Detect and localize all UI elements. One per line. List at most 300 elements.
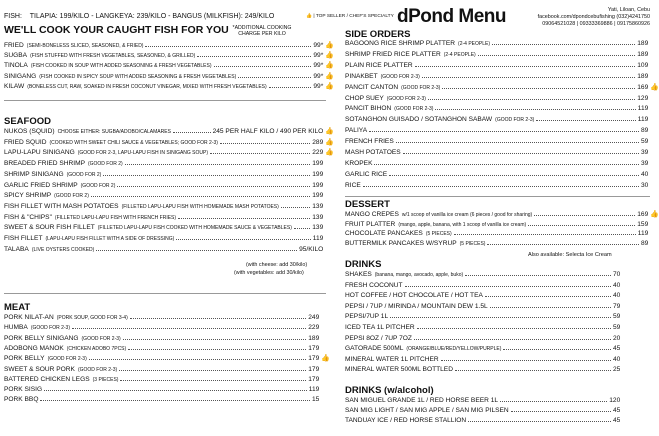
leader-dots bbox=[500, 401, 607, 402]
leader-dots bbox=[145, 46, 311, 47]
meat-item-name: HUMBA bbox=[4, 324, 28, 332]
seafood-item-description: (GOOD FOR 2) bbox=[80, 182, 116, 189]
meat-item-description: (CHICKEN ADOBO 7PCS) bbox=[66, 345, 127, 352]
seafood-note-vegetables: (with vegetables: add 30/kilo) bbox=[234, 270, 304, 276]
seafood-item-row bbox=[4, 159, 334, 168]
side-order-item-name: MASH POTATOES bbox=[345, 149, 401, 156]
seafood-item-description: (LAPU-LAPU FISH FILLET WITH A SIDE OF DRESSING) bbox=[45, 236, 175, 242]
drink-item-price: 45 bbox=[612, 345, 621, 353]
side-order-item-name: PLAIN RICE PLATTER bbox=[345, 61, 413, 69]
brand-title: dPond Menu bbox=[397, 6, 506, 27]
seafood-item-price: 139 bbox=[312, 224, 324, 232]
leader-dots bbox=[197, 56, 311, 57]
cook-item-price: 99* bbox=[313, 42, 324, 49]
meat-item-name: PORK NILAT-AN bbox=[4, 314, 54, 321]
meat-item-name: PORK BELLY SINIGANG bbox=[4, 334, 79, 342]
seafood-item-name: TALABA bbox=[4, 245, 29, 253]
side-order-item-description: (2-4 PEOPLE) bbox=[443, 51, 476, 58]
drink-item-name: MINERAL WATER 1L PITCHER bbox=[345, 355, 439, 363]
leader-dots bbox=[528, 225, 635, 226]
drink-item-description: (banana, mango, avocado, apple, buko) bbox=[374, 272, 464, 278]
seafood-item-row bbox=[4, 234, 334, 243]
drink-item-name: MINERAL WATER 500ML BOTTLED bbox=[345, 366, 453, 374]
drink-item-description: (ORANGE/BLUE/RED/YELLOW/PURPLE) bbox=[406, 346, 502, 353]
cook-item-description: (FISH COOKED IN SOUP WITH ADDED SEASONING & FRESH VEGETABLES) bbox=[30, 63, 212, 70]
alcohol-item-price: 45 bbox=[612, 407, 621, 415]
dessert-item-name: MANGO CREPES bbox=[345, 211, 399, 218]
meat-item-row bbox=[4, 334, 330, 343]
seafood-item-description: CHOOSE EITHER: SUGBA/ADOBO/CALAMARES bbox=[57, 129, 171, 135]
seafood-item-name: SHRIMP SINIGANG bbox=[4, 170, 64, 178]
drink-item-name: SHAKES bbox=[345, 271, 372, 278]
seafood-note-cheese: (with cheese: add 30/kilo) bbox=[246, 262, 308, 268]
alcohol-item-name: SAN MIGUEL GRANDE 1L / RED HORSE BEER 1L bbox=[345, 397, 499, 404]
left-divider-2 bbox=[4, 293, 326, 294]
side-order-item-description: (GOOD FOR 2-3) bbox=[394, 106, 434, 113]
leader-dots bbox=[534, 215, 635, 216]
dessert-item-row bbox=[345, 229, 659, 238]
seafood-item-description: (LIVE OYSTERS COOKED) bbox=[31, 246, 95, 253]
drink-item-row bbox=[345, 334, 631, 343]
seafood-item-price: 199 bbox=[312, 170, 324, 178]
drink-item-row bbox=[345, 344, 631, 353]
leader-dots bbox=[487, 244, 638, 245]
dessert-item-description: (5 PIECES) bbox=[425, 231, 452, 238]
seafood-item-name: FISH FILLET WITH MASH POTATOES bbox=[4, 202, 119, 210]
drink-item-price: 20 bbox=[612, 334, 621, 342]
contact-block bbox=[520, 7, 650, 28]
side-order-item-row bbox=[345, 137, 659, 146]
leader-dots bbox=[294, 228, 310, 229]
leader-dots bbox=[125, 164, 311, 165]
seafood-item-name: LAPU-LAPU SINIGANG bbox=[4, 149, 75, 157]
leader-dots bbox=[396, 142, 639, 143]
side-order-item-price: 39 bbox=[640, 149, 649, 156]
drink-item-row bbox=[345, 291, 631, 300]
meat-item-description: (GOOD FOR 2-3) bbox=[81, 335, 121, 342]
leader-dots bbox=[414, 339, 611, 340]
side-order-item-price: 189 bbox=[637, 50, 649, 58]
thumbs-up-icon: 👍 bbox=[325, 149, 334, 157]
leader-dots bbox=[403, 153, 639, 154]
leader-dots bbox=[454, 234, 636, 235]
meat-item-name: ADOBONG MANOK bbox=[4, 344, 64, 352]
seafood-item-description: (GOOD FOR 2) bbox=[66, 171, 102, 178]
drink-item-price: 70 bbox=[612, 271, 621, 278]
seafood-item-description: (FILLETED LAPU-LAPU FISH WITH FRENCH FRIES) bbox=[54, 214, 177, 221]
leader-dots bbox=[123, 339, 307, 340]
leader-dots bbox=[103, 175, 310, 176]
side-order-item-description: (GOOD FOR 2-3) bbox=[380, 73, 420, 80]
seafood-item-price: 245 PER HALF KILO / 490 PER KILO bbox=[212, 128, 324, 135]
seafood-item-price: 139 bbox=[312, 202, 324, 210]
cook-item-name: SUGBA bbox=[4, 52, 28, 60]
leader-dots bbox=[91, 196, 310, 197]
seafood-item-description: (GOOD FOR 2-3, LAPU-LAPU FISH IN SINIGANG SOUP) bbox=[77, 150, 209, 157]
drink-item-name: GATORADE 500ML bbox=[345, 345, 404, 353]
seafood-item-price: 139 bbox=[312, 213, 324, 221]
meat-item-price: 179 bbox=[308, 344, 320, 352]
meat-item-description: (GOOD FOR 2-3) bbox=[77, 366, 118, 373]
dessert-item-price: 159 bbox=[637, 220, 649, 228]
drink-item-row bbox=[345, 302, 631, 311]
leader-dots bbox=[428, 99, 635, 100]
seafood-item-description: (GOOD FOR 2) bbox=[87, 161, 123, 168]
alcohol-item-price: 120 bbox=[609, 397, 621, 404]
side-order-item-row bbox=[345, 39, 659, 48]
meat-item-row bbox=[4, 375, 330, 384]
side-order-item-name: BAGOONG RICE SHRIMP PLATTER bbox=[345, 40, 456, 47]
seafood-item-price: 119 bbox=[312, 235, 324, 242]
dessert-item-description: w/1 scoop of vanilla ice cream (6 pieces / good for sharing) bbox=[401, 212, 533, 218]
drink-item-name: PEPSI / 7UP / MIRINDA / MOUNTAIN DEW 1.5L bbox=[345, 302, 488, 310]
cook-item-description: (SEMI-BONELESS SLICED, SEASONED, & FRIED) bbox=[26, 43, 144, 49]
side-order-item-name: SHRIMP FRIED RICE PLATTER bbox=[345, 50, 441, 58]
dessert-item-price: 169 bbox=[637, 211, 649, 218]
meat-item-price: 189 bbox=[308, 334, 320, 342]
side-order-item-name: KROPEK bbox=[345, 159, 373, 167]
side-order-item-name: RICE bbox=[345, 181, 361, 189]
leader-dots bbox=[96, 250, 297, 251]
drink-item-price: 59 bbox=[612, 313, 621, 321]
seafood-item-row bbox=[4, 127, 334, 136]
leader-dots bbox=[120, 380, 306, 381]
side-order-item-price: 30 bbox=[640, 181, 649, 189]
leader-dots bbox=[363, 186, 639, 187]
side-order-item-price: 39 bbox=[640, 159, 649, 167]
side-order-item-row bbox=[345, 159, 659, 168]
side-order-item-row bbox=[345, 170, 659, 179]
seafood-item-row bbox=[4, 138, 334, 147]
seafood-item-row bbox=[4, 223, 334, 232]
side-order-item-price: 119 bbox=[637, 116, 649, 124]
side-order-item-price: 59 bbox=[640, 138, 649, 146]
dessert-item-name: FRUIT PLATTER bbox=[345, 220, 396, 228]
cook-item-row bbox=[4, 51, 334, 60]
meat-item-description: (GOOD FOR 2-3) bbox=[30, 325, 70, 332]
thumbs-up-icon: 👍 bbox=[321, 355, 330, 363]
meat-item-price: 179 bbox=[308, 375, 320, 383]
leader-dots bbox=[468, 421, 611, 422]
leader-dots bbox=[465, 275, 611, 276]
meat-item-description: (3 PIECES) bbox=[92, 376, 119, 383]
side-order-item-price: 89 bbox=[640, 127, 649, 135]
cook-item-row bbox=[4, 82, 334, 91]
dessert-item-price: 119 bbox=[637, 230, 649, 238]
meat-item-row bbox=[4, 313, 330, 322]
meat-item-price: 229 bbox=[308, 324, 320, 332]
drink-item-price: 79 bbox=[612, 302, 621, 310]
side-order-item-description: (2-4 PEOPLE) bbox=[458, 41, 491, 47]
leader-dots bbox=[389, 175, 639, 176]
side-order-item-price: 189 bbox=[637, 72, 649, 80]
seafood-item-row bbox=[4, 213, 334, 222]
seafood-item-row bbox=[4, 148, 334, 157]
side-order-item-row bbox=[345, 148, 659, 157]
seafood-item-price: 95/KILO bbox=[299, 245, 324, 253]
drink-item-name: PEPSI/7UP 1L bbox=[345, 313, 389, 321]
cook-item-name: KILAW bbox=[4, 82, 25, 90]
side-order-item-name: CHOP SUEY bbox=[345, 94, 384, 102]
fish-prices-line bbox=[4, 13, 274, 20]
side-order-item-row bbox=[345, 115, 659, 124]
meat-item-name: PORK SISIG bbox=[4, 386, 43, 394]
address: Yati, Liloan, Cebu bbox=[607, 7, 650, 13]
facebook: facebook.com/dpondcebufishing (032)4241750 bbox=[537, 14, 650, 20]
seafood-item-row bbox=[4, 245, 334, 254]
leader-dots bbox=[511, 411, 611, 412]
seafood-item-row bbox=[4, 191, 334, 200]
thumbs-up-icon: 👍 bbox=[650, 211, 659, 218]
leader-dots bbox=[417, 328, 611, 329]
meat-item-row bbox=[4, 395, 330, 404]
dessert-title: DESSERT bbox=[345, 199, 390, 210]
seafood-item-price: 289 bbox=[312, 138, 324, 146]
cook-item-name: FRIED bbox=[4, 42, 24, 49]
seafood-item-description: (COOKED WITH SWEET CHILI SAUCE & VEGETABLES; GOOD FOR 2-3) bbox=[49, 139, 218, 146]
meat-item-price: 249 bbox=[308, 314, 320, 321]
leader-dots bbox=[173, 132, 211, 133]
seafood-item-name: FISH FILLET bbox=[4, 235, 43, 242]
meat-item-row bbox=[4, 385, 330, 394]
leader-dots bbox=[390, 317, 611, 318]
leader-dots bbox=[176, 239, 310, 240]
leader-dots bbox=[281, 207, 310, 208]
top-seller-legend: 👍 | TOP SELLER / CHEF'S SPECIALTY bbox=[306, 14, 394, 19]
thumbs-up-icon: 👍 bbox=[325, 82, 334, 90]
cook-item-name: TINOLA bbox=[4, 62, 28, 70]
thumbs-up-icon: 👍 bbox=[325, 52, 334, 60]
cook-item-price: 99* bbox=[313, 62, 324, 70]
cook-item-description: (FISH STUFFED WITH FRESH VEGETABLES, SEASONED, & GRILLED) bbox=[30, 53, 196, 60]
cook-item-price: 99* bbox=[313, 72, 324, 80]
right-divider-1 bbox=[345, 196, 650, 197]
leader-dots bbox=[536, 120, 635, 121]
drinks-title: DRINKS bbox=[345, 259, 382, 270]
leader-dots bbox=[72, 328, 306, 329]
leader-dots bbox=[269, 87, 312, 88]
leader-dots bbox=[435, 109, 635, 110]
alcohol-item-price: 45 bbox=[612, 417, 621, 425]
seafood-item-price: 199 bbox=[312, 181, 324, 189]
side-order-item-name: SOTANGHON GUISADO / SOTANGHON SABAW bbox=[345, 116, 493, 124]
alcohol-item-name: TANDUAY ICE / RED HORSE STALLION bbox=[345, 417, 467, 425]
meat-item-name: PORK BELLY bbox=[4, 355, 45, 363]
left-divider-1 bbox=[4, 100, 326, 101]
side-order-item-row bbox=[345, 61, 659, 70]
leader-dots bbox=[492, 44, 635, 45]
leader-dots bbox=[369, 131, 639, 132]
dessert-item-row bbox=[345, 210, 659, 219]
side-order-item-price: 129 bbox=[637, 94, 649, 102]
side-order-item-row bbox=[345, 72, 659, 81]
dessert-also-available: Also available: Selecta Ice Cream bbox=[528, 252, 612, 258]
meat-title: MEAT bbox=[4, 302, 31, 313]
cook-item-row bbox=[4, 72, 334, 81]
dessert-item-name: BUTTERMILK PANCAKES W/SYRUP bbox=[345, 239, 457, 247]
dessert-item-price: 89 bbox=[640, 239, 649, 247]
meat-item-row bbox=[4, 344, 330, 353]
thumbs-up-icon: 👍 bbox=[650, 83, 659, 91]
side-orders-title: SIDE ORDERS bbox=[345, 29, 411, 40]
seafood-item-row bbox=[4, 202, 334, 211]
drink-item-row bbox=[345, 270, 631, 279]
seafood-item-name: FRIED SQUID bbox=[4, 138, 47, 146]
seafood-item-name: SWEET & SOUR FISH FILLET bbox=[4, 224, 95, 232]
leader-dots bbox=[478, 55, 636, 56]
alcohol-item-name: SAN MIG LIGHT / SAN MIG APPLE / SAN MIG PILSEN bbox=[345, 407, 509, 415]
leader-dots bbox=[405, 286, 611, 287]
side-order-item-row bbox=[345, 83, 659, 92]
fish-label: FISH: bbox=[4, 13, 22, 20]
drink-item-row bbox=[345, 355, 631, 364]
meat-item-description: (GOOD FOR 2-3) bbox=[47, 356, 87, 363]
side-order-item-name: PALIYA bbox=[345, 127, 368, 135]
meat-item-row bbox=[4, 323, 330, 332]
drink-item-name: HOT COFFEE / HOT CHOCOLATE / HOT TEA bbox=[345, 292, 483, 300]
leader-dots bbox=[422, 77, 635, 78]
cooking-note: *ADDITIONAL COOKING CHARGE PER KILO bbox=[232, 25, 292, 37]
cook-item-row bbox=[4, 41, 334, 50]
side-order-item-row bbox=[345, 126, 659, 135]
phones: 09064521028 | 09333369886 | 09175860926 bbox=[542, 21, 650, 27]
seafood-item-row bbox=[4, 181, 334, 190]
thumbs-up-icon: 👍 bbox=[325, 138, 334, 146]
cook-item-description: (BONELESS CUT, RAW, SOAKED IN FRESH COCONUT VINEGAR, MIXED WITH FRESH VEGETABLES) bbox=[27, 83, 267, 90]
thumbs-up-icon: 👍 bbox=[325, 128, 334, 135]
drink-item-row bbox=[345, 312, 631, 321]
leader-dots bbox=[130, 318, 307, 319]
thumbs-up-icon: 👍 bbox=[325, 42, 334, 49]
side-order-item-name: PINAKBET bbox=[345, 72, 378, 80]
seafood-item-description: (FILLETED LAPU-LAPU FISH WITH HOMEMADE MASH POTATOES) bbox=[121, 203, 279, 210]
seafood-item-name: FISH & "CHIPS" bbox=[4, 213, 52, 221]
seafood-item-price: 229 bbox=[312, 149, 324, 157]
leader-dots bbox=[441, 360, 611, 361]
meat-item-name: SWEET & SOUR PORK bbox=[4, 365, 75, 373]
alcohol-item-row bbox=[345, 416, 631, 425]
seafood-item-description: (FILLETED LAPU-LAPU FISH COOKED WITH HOMEMADE SAUCE & VEGETABLES) bbox=[97, 225, 292, 232]
meat-item-row bbox=[4, 354, 330, 363]
leader-dots bbox=[128, 349, 306, 350]
leader-dots bbox=[210, 153, 310, 154]
side-order-item-price: 119 bbox=[637, 105, 649, 113]
side-order-item-row bbox=[345, 94, 659, 103]
dessert-item-description: (mango, apple, banana, with 1 scoop of vanilla ice cream) bbox=[398, 221, 527, 228]
side-order-item-row bbox=[345, 181, 659, 190]
dessert-item-name: CHOCOLATE PANCAKES bbox=[345, 230, 423, 238]
seafood-item-row bbox=[4, 170, 334, 179]
leader-dots bbox=[178, 218, 310, 219]
leader-dots bbox=[220, 143, 310, 144]
cook-title: WE'LL COOK YOUR CAUGHT FISH FOR YOU bbox=[4, 24, 229, 36]
side-order-item-description: (GOOD FOR 2-3) bbox=[495, 117, 535, 124]
fish-prices: TILAPIA: 199/KILO - LANGKEYA: 239/KILO - BANGUS (MILKFISH): 249/KILO bbox=[29, 13, 275, 20]
meat-item-row bbox=[4, 365, 330, 374]
dessert-item-row bbox=[345, 239, 659, 248]
cook-item-description: (FISH COOKED IN SPICY SOUP WITH ADDED SEASONING & FRESH VEGETABLES) bbox=[39, 73, 237, 80]
seafood-item-name: NUKOS (SQUID) bbox=[4, 128, 55, 135]
side-order-item-price: 169 bbox=[637, 83, 649, 91]
dessert-item-description: (5 PIECES) bbox=[459, 240, 486, 247]
drink-item-price: 40 bbox=[612, 281, 621, 289]
seafood-item-name: SPICY SHRIMP bbox=[4, 192, 52, 200]
leader-dots bbox=[374, 164, 638, 165]
leader-dots bbox=[490, 307, 611, 308]
meat-item-name: PORK BBQ bbox=[4, 396, 39, 404]
side-order-item-price: 109 bbox=[637, 61, 649, 69]
leader-dots bbox=[40, 400, 309, 401]
alcohol-title: DRINKS (w/alcohol) bbox=[345, 385, 434, 396]
thumbs-up-icon: 👍 bbox=[306, 14, 312, 19]
leader-dots bbox=[238, 77, 311, 78]
meat-item-price: 119 bbox=[308, 386, 320, 394]
cook-item-name: SINIGANG bbox=[4, 72, 37, 80]
leader-dots bbox=[214, 66, 312, 67]
drink-item-price: 40 bbox=[612, 292, 621, 300]
drink-item-price: 25 bbox=[612, 366, 621, 374]
alcohol-item-row bbox=[345, 396, 631, 405]
thumbs-up-icon: 👍 bbox=[325, 72, 334, 80]
seafood-item-description: (GOOD FOR 2) bbox=[54, 193, 89, 200]
meat-item-price: 179 bbox=[308, 355, 320, 363]
leader-dots bbox=[442, 88, 635, 89]
side-order-item-description: (GOOD FOR 2-3) bbox=[401, 84, 441, 91]
leader-dots bbox=[455, 370, 611, 371]
drink-item-price: 59 bbox=[612, 324, 621, 331]
seafood-item-name: GARLIC FRIED SHRIMP bbox=[4, 181, 78, 189]
dessert-item-row bbox=[345, 220, 659, 229]
leader-dots bbox=[117, 186, 310, 187]
cook-item-price: 99* bbox=[313, 52, 324, 60]
leader-dots bbox=[119, 370, 306, 371]
side-order-item-name: FRENCH FRIES bbox=[345, 138, 394, 146]
side-order-item-description: (GOOD FOR 2-3) bbox=[386, 95, 426, 102]
leader-dots bbox=[415, 66, 636, 67]
cook-item-price: 99* bbox=[313, 82, 324, 90]
leader-dots bbox=[503, 349, 611, 350]
leader-dots bbox=[89, 359, 307, 360]
alcohol-item-row bbox=[345, 406, 631, 415]
meat-item-description: (PORK SOUP, GOOD FOR 3-4) bbox=[56, 315, 128, 321]
drink-item-row bbox=[345, 323, 631, 332]
drink-item-row bbox=[345, 365, 631, 374]
meat-item-price: 179 bbox=[308, 365, 320, 373]
seafood-item-price: 199 bbox=[312, 192, 324, 200]
seafood-item-name: BREADED FRIED SHRIMP bbox=[4, 160, 85, 168]
side-order-item-price: 40 bbox=[640, 170, 649, 178]
meat-item-price: 15 bbox=[311, 396, 320, 404]
leader-dots bbox=[485, 296, 611, 297]
side-order-item-name: GARLIC RICE bbox=[345, 170, 388, 178]
side-order-item-name: PANCIT BIHON bbox=[345, 105, 392, 113]
cook-item-row bbox=[4, 61, 334, 70]
meat-item-name: BATTERED CHICKEN LEGS bbox=[4, 375, 90, 383]
side-order-item-name: PANCIT CANTON bbox=[345, 83, 399, 91]
drink-item-name: FRESH COCONUT bbox=[345, 281, 403, 289]
side-order-item-row bbox=[345, 104, 659, 113]
seafood-title: SEAFOOD bbox=[4, 116, 51, 127]
leader-dots bbox=[44, 390, 307, 391]
seafood-item-price: 199 bbox=[312, 160, 324, 168]
drink-item-name: ICED TEA 1L PITCHER bbox=[345, 324, 415, 331]
side-order-item-row bbox=[345, 50, 659, 59]
side-order-item-price: 189 bbox=[637, 40, 649, 47]
drink-item-price: 40 bbox=[612, 355, 621, 363]
thumbs-up-icon: 👍 bbox=[325, 62, 334, 70]
drink-item-row bbox=[345, 281, 631, 290]
drink-item-name: PEPSI 8OZ / 7UP 7OZ bbox=[345, 334, 412, 342]
